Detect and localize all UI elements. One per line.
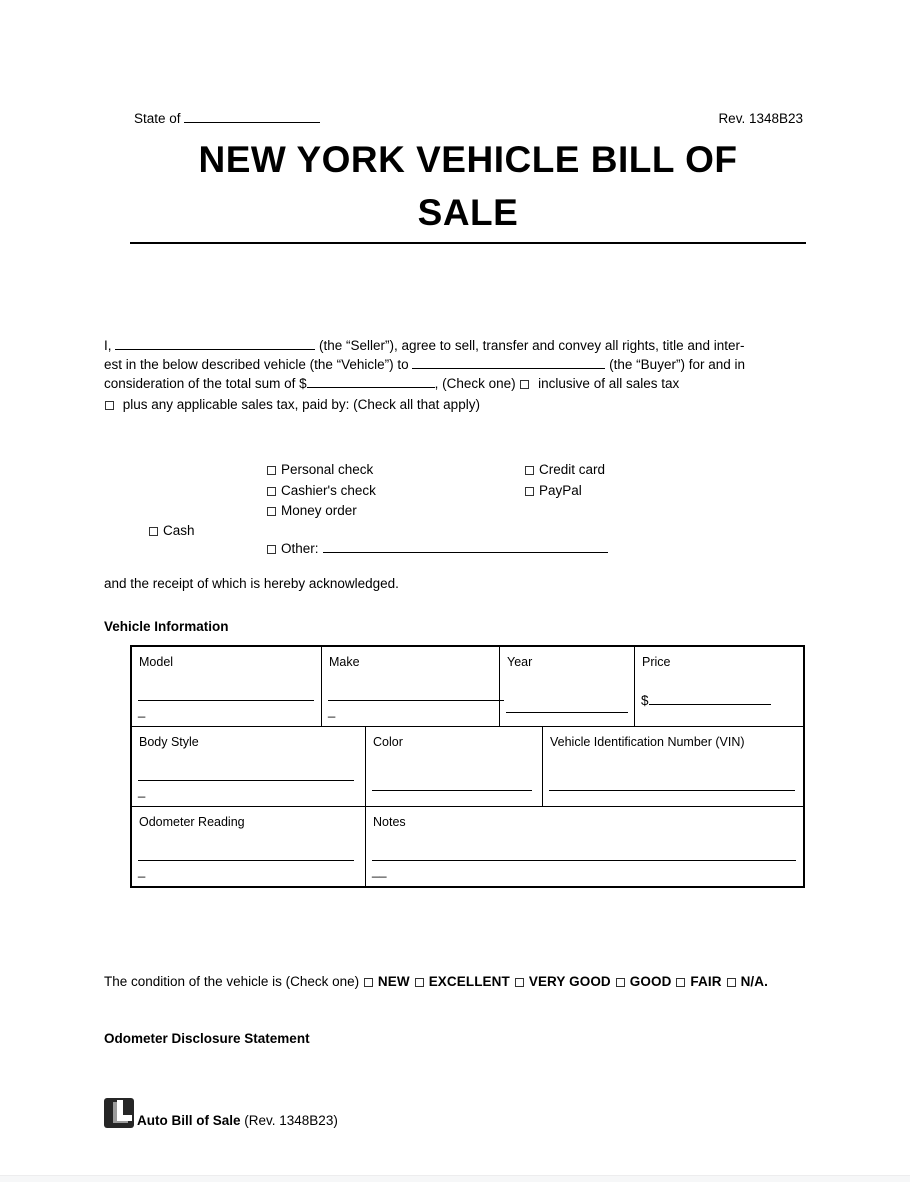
year-cell — [500, 647, 635, 726]
condition-option-very-good — [514, 974, 611, 989]
page-title — [130, 133, 806, 239]
checkbox-paypal[interactable] — [525, 487, 534, 496]
payment-option-cashiers-check — [266, 483, 376, 498]
model-cell — [132, 647, 322, 726]
checkbox-condition-fair[interactable] — [676, 978, 685, 987]
checkbox-cashiers-check[interactable] — [267, 487, 276, 496]
table-row — [132, 727, 803, 807]
condition-option-na — [726, 974, 768, 989]
dollar-sign: $ — [641, 693, 649, 708]
condition-option-good — [615, 974, 672, 989]
vin-cell — [543, 727, 803, 806]
condition-new-label: NEW — [377, 974, 410, 989]
footer-brand-text — [137, 1113, 338, 1128]
checkbox-money-order[interactable] — [267, 507, 276, 516]
checkbox-inclusive-of-sales-tax[interactable] — [520, 380, 529, 389]
condition-option-new — [363, 974, 410, 989]
body-style-cell — [132, 727, 366, 806]
paypal-label: PayPal — [539, 483, 582, 498]
condition-prefix: The condition of the vehicle is (Check one) — [104, 974, 363, 989]
agreement-line-3: consideration of the total sum of $ , (Check one) inclusive of all sales tax — [104, 376, 680, 391]
state-of-label: State of — [134, 111, 181, 126]
footer-brand — [104, 1098, 338, 1128]
payment-option-money-order — [266, 503, 357, 518]
agreement-paragraph — [104, 336, 810, 414]
year-label: Year — [507, 655, 533, 669]
legal-templates-logo-icon — [104, 1098, 134, 1128]
table-row — [132, 647, 803, 727]
page-title-line2: SALE — [417, 192, 519, 233]
odometer-fill-in-line[interactable] — [138, 860, 354, 861]
model-line-wrap: _ — [138, 703, 146, 718]
other-payment-blank[interactable] — [323, 542, 608, 553]
checkbox-condition-na[interactable] — [727, 978, 736, 987]
condition-option-excellent — [414, 974, 510, 989]
payment-methods — [104, 462, 810, 564]
page-title-line1: NEW YORK VEHICLE BILL OF — [198, 139, 738, 180]
condition-fair-label: FAIR — [690, 974, 722, 989]
checkbox-condition-excellent[interactable] — [415, 978, 424, 987]
condition-na-label: N/A — [740, 974, 765, 989]
body-style-line-wrap: _ — [138, 783, 146, 798]
title-divider — [130, 242, 806, 244]
cashiers-check-label: Cashier's check — [281, 483, 376, 498]
body-style-fill-in-line[interactable] — [138, 780, 354, 781]
condition-option-fair — [675, 974, 721, 989]
checkbox-condition-very-good[interactable] — [515, 978, 524, 987]
payment-option-cash — [148, 523, 195, 538]
model-fill-in-line[interactable] — [138, 700, 314, 701]
body-style-label: Body Style — [139, 735, 199, 749]
table-row — [132, 807, 803, 886]
make-fill-in-line[interactable] — [328, 700, 504, 701]
price-fill-in-line[interactable] — [649, 693, 771, 705]
buyer-name-blank[interactable] — [412, 358, 605, 369]
payment-option-personal-check — [266, 462, 373, 477]
notes-cell — [366, 807, 803, 886]
notes-fill-in-line[interactable] — [372, 860, 796, 861]
revision-label: Rev. 1348B23 — [718, 111, 803, 126]
checkbox-cash[interactable] — [149, 527, 158, 536]
checkbox-credit-card[interactable] — [525, 466, 534, 475]
year-fill-in-line[interactable] — [506, 712, 628, 713]
color-cell — [366, 727, 543, 806]
odometer-disclosure-heading: Odometer Disclosure Statement — [104, 1031, 310, 1046]
condition-excellent-label: EXCELLENT — [428, 974, 510, 989]
other-label: Other: — [281, 541, 319, 556]
checkbox-condition-good[interactable] — [616, 978, 625, 987]
checkbox-condition-new[interactable] — [364, 978, 373, 987]
make-line-wrap: _ — [328, 703, 336, 718]
odometer-label: Odometer Reading — [139, 815, 245, 829]
checkbox-other[interactable] — [267, 545, 276, 554]
condition-suffix: . — [764, 974, 768, 989]
state-of-line — [134, 111, 320, 126]
vin-fill-in-line[interactable] — [549, 790, 795, 791]
notes-label: Notes — [373, 815, 406, 829]
footer-brand-name: Auto Bill of Sale — [137, 1113, 241, 1128]
agreement-line-1: I, (the “Seller”), agree to sell, transfer and convey all rights, title and inter- — [104, 338, 745, 353]
odometer-cell — [132, 807, 366, 886]
money-order-label: Money order — [281, 503, 357, 518]
notes-line-wrap: __ — [372, 863, 387, 878]
condition-good-label: GOOD — [629, 974, 672, 989]
price-fill-in — [641, 693, 771, 708]
make-cell — [322, 647, 500, 726]
color-fill-in-line[interactable] — [372, 790, 532, 791]
odometer-line-wrap: _ — [138, 863, 146, 878]
agreement-line-2: est in the below described vehicle (the “Vehicle”) to (the “Buyer”) for and in — [104, 357, 745, 372]
cash-label: Cash — [163, 523, 195, 538]
payment-option-other — [266, 541, 608, 556]
make-label: Make — [329, 655, 360, 669]
payment-option-paypal — [524, 483, 582, 498]
vehicle-information-table — [130, 645, 805, 888]
credit-card-label: Credit card — [539, 462, 606, 477]
model-label: Model — [139, 655, 174, 669]
sale-amount-blank[interactable] — [307, 377, 435, 388]
price-label: Price — [642, 655, 671, 669]
footer-rev: (Rev. 1348B23) — [240, 1113, 338, 1128]
vehicle-information-heading: Vehicle Information — [104, 619, 229, 634]
price-cell — [635, 647, 803, 726]
vin-label: Vehicle Identification Number (VIN) — [550, 735, 745, 749]
agreement-line-4: plus any applicable sales tax, paid by: (Check all that apply) — [104, 395, 810, 414]
checkbox-personal-check[interactable] — [267, 466, 276, 475]
state-name-blank[interactable] — [184, 112, 320, 123]
checkbox-plus-applicable-sales-tax[interactable] — [105, 401, 114, 410]
page-edge — [0, 1175, 910, 1182]
payment-option-credit-card — [524, 462, 605, 477]
personal-check-label: Personal check — [281, 462, 374, 477]
seller-name-blank[interactable] — [115, 339, 315, 350]
receipt-acknowledgement: and the receipt of which is hereby acknowledged. — [104, 576, 399, 591]
condition-very-good-label: VERY GOOD — [528, 974, 611, 989]
color-label: Color — [373, 735, 403, 749]
vehicle-condition-line — [104, 972, 794, 992]
